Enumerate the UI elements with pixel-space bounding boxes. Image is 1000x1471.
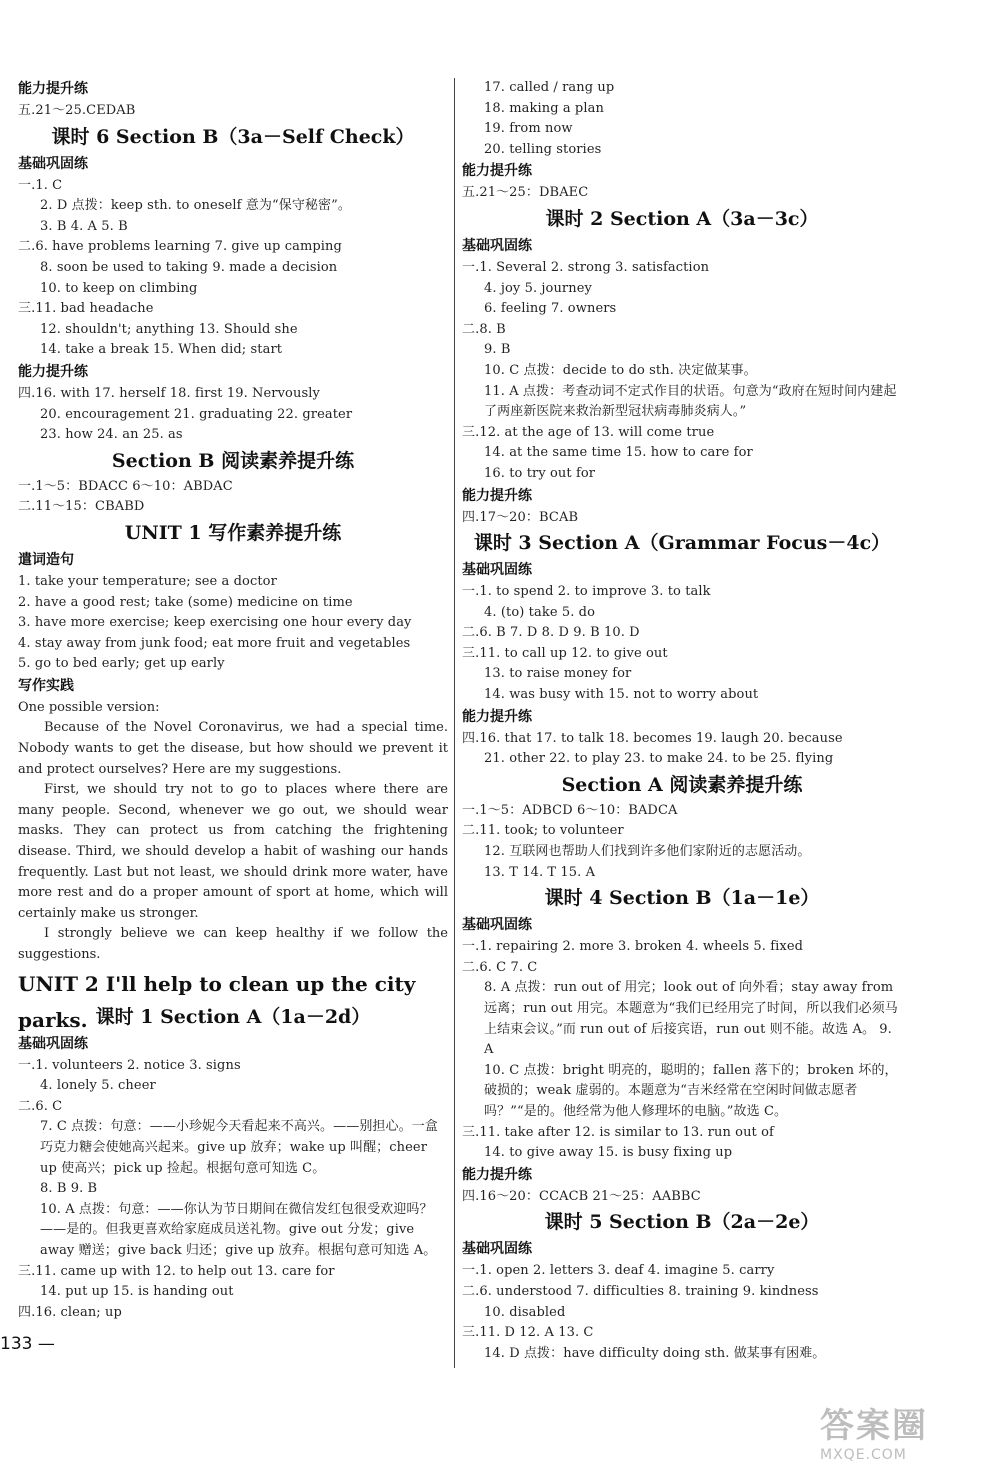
subsection-heading: 能力提升练: [462, 1166, 532, 1183]
answer-line: 14. to give away 15. is busy fixing up: [484, 1145, 733, 1161]
section-heading: UNIT 1 写作素养提升练: [124, 521, 342, 544]
answer-line: 4. joy 5. journey: [484, 280, 592, 296]
answer-line: 18. making a plan: [484, 100, 604, 116]
answer-line: 三.11. bad headache: [18, 301, 154, 317]
answer-line: 8. B 9. B: [40, 1181, 98, 1197]
answer-line: 14. D 点拨：have difficulty doing sth. 做某事有困难。: [484, 1345, 826, 1361]
answer-line: 13. T 14. T 15. A: [484, 864, 596, 880]
subsection-heading: 写作实践: [18, 677, 74, 694]
unit-heading: UNIT 2 I'll help to clean up the city parks.: [18, 971, 416, 1032]
answer-explanation: 8. A 点拨：run out of 用完；look out of 向外看；stay away from 远离；run out 用完。本题意为“我们已经用完了时间，所以我们必须马上结束会议。”而 run out of 后接宾语，run out 则不能。故选 A。 9. A: [484, 980, 898, 1058]
answer-line: 8. soon be used to taking 9. made a decision: [40, 259, 338, 275]
answer-line: 五.21～25.CEDAB: [18, 103, 136, 118]
answer-line: 19. from now: [484, 121, 573, 137]
answer-line: 四.16～20：CCACB 21～25：AABBC: [462, 1188, 701, 1204]
subsection-heading: 基础巩固练: [18, 155, 88, 172]
answer-line: 二.11. took; to volunteer: [462, 823, 624, 839]
section-heading: 课时 3 Section A（Grammar Focus－4c）: [473, 532, 891, 555]
answer-line: 14. at the same time 15. how to care for: [484, 445, 753, 461]
answer-line: 14. take a break 15. When did; start: [40, 342, 283, 358]
subsection-heading: 基础巩固练: [462, 562, 532, 579]
answer-line: 三.11. take after 12. is similar to 13. run out of: [462, 1124, 774, 1140]
answer-line: 2. D 点拨：keep sth. to oneself 意为“保守秘密”。: [40, 198, 351, 214]
answer-explanation: 7. C 点拨：句意：——小珍妮今天看起来不高兴。——别担心。一盒巧克力糖会使她高兴起来。give up 放弃；wake up 叫醒；cheer up 使高兴；pick up 捡起。根据句意可知选 C。: [40, 1119, 438, 1176]
answer-line: 一.1. C: [18, 177, 63, 193]
watermark-title: 答案圈: [820, 1406, 928, 1446]
answer-line: 一.1. to spend 2. to improve 3. to talk: [462, 584, 711, 600]
answer-line: 二.8. B: [462, 321, 506, 337]
subsection-heading: 能力提升练: [18, 363, 88, 380]
subsection-heading: 能力提升练: [462, 163, 532, 180]
answer-line: 三.11. to call up 12. to give out: [462, 645, 668, 661]
section-heading: 课时 2 Section A（3a－3c）: [545, 207, 819, 230]
answer-line: 4. stay away from junk food; eat more fruit and vegetables: [18, 635, 411, 651]
answer-line: 四.16. that 17. to talk 18. becomes 19. laugh 20. because: [462, 730, 843, 746]
answer-line: 17. called / rang up: [484, 80, 615, 95]
answer-line: 一.1. Several 2. strong 3. satisfaction: [462, 259, 710, 275]
watermark-url: MXQE.COM: [820, 1447, 907, 1463]
essay-paragraph: First, we should try not to go to places where there are many people. Second, whenever we go out, we should wear masks. They can protect us from catching the frightening disease. Third, we should develop a habit of washing our hands frequently. Last but not least, we should drink more water, have more rest and do a proper amount of sport at home, which will certainly make us stronger.: [18, 782, 448, 921]
answer-line: 一.1. volunteers 2. notice 3. signs: [18, 1057, 241, 1073]
answer-line: 二.6. have problems learning 7. give up camping: [18, 239, 342, 255]
answer-line: 23. how 24. an 25. as: [40, 427, 183, 443]
answer-line: 14. was busy with 15. not to worry about: [484, 687, 759, 703]
section-heading: Section A 阅读素养提升练: [561, 773, 803, 796]
left-column: [18, 78, 448, 1323]
subsection-heading: 遣词造句: [18, 551, 74, 568]
answer-line: 12. 互联网也帮助人们找到许多他们家附近的志愿活动。: [484, 844, 811, 860]
answer-explanation: 10. A 点拨：句意：——你认为节日期间在微信发红包很受欢迎吗？——是的。但我更喜欢给家庭成员送礼物。give out 分发；give away 赠送；give back 归还；give up 放弃。根据句意可知选 A。: [40, 1201, 437, 1258]
answer-line: 一.1～5：ADBCD 6～10：BADCA: [462, 802, 678, 818]
section-heading: 课时 1 Section A（1a－2d）: [95, 1005, 371, 1028]
answer-line: 9. B: [484, 342, 511, 358]
answer-line: 四.16. with 17. herself 18. first 19. Nervously: [18, 385, 320, 401]
subsection-heading: 基础巩固练: [462, 237, 532, 254]
essay-paragraph: Because of the Novel Coronavirus, we had a special time. Nobody wants to get the disease, but how should we prevent it and protect ourselves? Here are my suggestions.: [18, 720, 448, 777]
subsection-heading: 能力提升练: [18, 81, 88, 97]
answer-line: 二.11～15：CBABD: [18, 499, 145, 515]
answer-line: 一.1. open 2. letters 3. deaf 4. imagine 5. carry: [462, 1263, 775, 1279]
answer-line: 一.1～5：BDACC 6～10：ABDAC: [18, 478, 233, 494]
section-heading: 课时 4 Section B（1a－1e）: [544, 887, 820, 910]
answer-line: 二.6. C 7. C: [462, 959, 538, 975]
answer-line: 16. to try out for: [484, 465, 596, 481]
answer-line: 12. shouldn't; anything 13. Should she: [40, 321, 298, 337]
answer-line: 四.17～20：BCAB: [462, 509, 579, 525]
answer-line: 5. go to bed early; get up early: [18, 656, 225, 672]
answer-line: 4. (to) take 5. do: [484, 604, 596, 620]
answer-explanation: 10. C 点拨：bright 明亮的，聪明的；fallen 落下的；broken 坏的，破损的；weak 虚弱的。本题意为“吉米经常在空闲时间做志愿者吗？”“是的。他经常为他人修理坏的电脑。”故选 C。: [484, 1062, 898, 1119]
answer-explanation: 11. A 点拨：考查动词不定式作目的状语。句意为“政府在短时间内建起了两座新医院来救治新型冠状病毒肺炎病人。”: [484, 383, 897, 420]
section-heading: 课时 5 Section B（2a－2e）: [544, 1211, 820, 1234]
watermark-logo: [820, 1398, 990, 1464]
answer-line: 14. put up 15. is handing out: [40, 1284, 234, 1300]
subsection-heading: 能力提升练: [462, 487, 532, 504]
answer-line: 三.11. D 12. A 13. C: [462, 1325, 594, 1341]
answer-line: 20. telling stories: [484, 141, 602, 157]
answer-line: 五.21～25：DBAEC: [462, 185, 589, 201]
answer-line: 1. take your temperature; see a doctor: [18, 573, 277, 589]
subsection-heading: 基础巩固练: [462, 917, 532, 934]
subsection-heading: 基础巩固练: [18, 1035, 88, 1052]
answer-line: 三.12. at the age of 13. will come true: [462, 424, 715, 440]
answer-line: 二.6. understood 7. difficulties 8. training 9. kindness: [462, 1283, 819, 1299]
column-divider: [454, 78, 455, 1368]
answer-line: 21. other 22. to play 23. to make 24. to be 25. flying: [484, 751, 834, 767]
answer-line: 2. have a good rest; take (some) medicine on time: [18, 594, 353, 610]
answer-line: 10. disabled: [484, 1304, 566, 1320]
right-column: [462, 78, 902, 1364]
answer-line: 3. have more exercise; keep exercising one hour every day: [18, 615, 412, 631]
answer-line: 6. feeling 7. owners: [484, 301, 617, 317]
answer-line: 13. to raise money for: [484, 666, 632, 682]
answer-line: 二.6. B 7. D 8. D 9. B 10. D: [462, 625, 640, 641]
answer-line: 10. C 点拨：decide to do sth. 决定做某事。: [484, 362, 757, 378]
answer-line: 四.16. clean; up: [18, 1304, 122, 1320]
answer-line: 20. encouragement 21. graduating 22. greater: [40, 406, 353, 422]
answer-line: 3. B 4. A 5. B: [40, 218, 128, 234]
answer-line: 10. to keep on climbing: [40, 280, 198, 296]
answer-line: 二.6. C: [18, 1098, 63, 1114]
answer-line: 三.11. came up with 12. to help out 13. care for: [18, 1263, 335, 1279]
subsection-heading: 能力提升练: [462, 708, 532, 725]
essay-paragraph: I strongly believe we can keep healthy if we follow the suggestions.: [18, 926, 448, 962]
text-line: One possible version:: [18, 699, 160, 715]
section-heading: Section B 阅读素养提升练: [111, 449, 355, 472]
subsection-heading: 基础巩固练: [462, 1241, 532, 1258]
answer-line: 4. lonely 5. cheer: [40, 1078, 156, 1094]
answer-line: 一.1. repairing 2. more 3. broken 4. wheels 5. fixed: [462, 939, 804, 955]
section-heading: 课时 6 Section B（3a－Self Check）: [51, 125, 415, 148]
page-number: 133 —: [0, 1334, 55, 1354]
